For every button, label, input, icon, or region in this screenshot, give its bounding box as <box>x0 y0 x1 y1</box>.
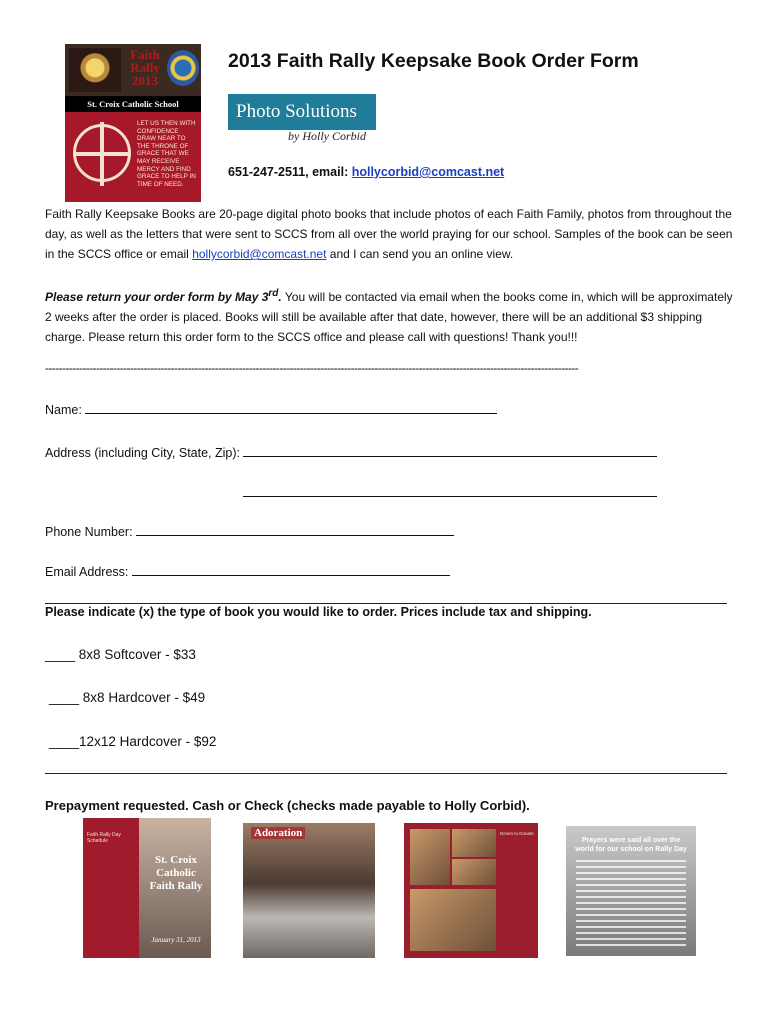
page-title: 2013 Faith Rally Keepsake Book Order Form <box>228 50 639 72</box>
name-blank[interactable] <box>85 403 497 414</box>
section-divider-bottom <box>45 773 727 774</box>
email-address-label: Email Address: <box>45 565 129 579</box>
option-label: 8x8 Softcover - $33 <box>75 647 196 662</box>
option-hardcover-12x12[interactable] <box>49 734 216 749</box>
spread-title: Denim to Donate <box>500 831 534 836</box>
prepayment-note: Prepayment requested. Cash or Check (checks made payable to Holly Corbid). <box>45 798 530 813</box>
school-crest-icon <box>167 50 199 86</box>
section-divider-top <box>45 603 727 604</box>
option-label: 8x8 Hardcover - $49 <box>79 690 206 705</box>
sample-photo-spread <box>404 823 538 958</box>
return-deadline-suffix: rd <box>268 288 279 299</box>
return-deadline-period: . <box>278 290 282 304</box>
option-blank[interactable]: ____ <box>49 734 80 749</box>
intro-paragraph <box>45 204 735 264</box>
address-blank-2[interactable] <box>243 486 657 497</box>
monstrance-icon <box>69 48 121 92</box>
letters-list <box>576 860 686 948</box>
email-link[interactable]: hollycorbid@comcast.net <box>351 165 505 179</box>
phone-number-label: Phone Number: <box>45 525 133 539</box>
spread-photo <box>410 829 450 885</box>
option-blank[interactable]: ____ <box>45 647 76 662</box>
address-label: Address (including City, State, Zip): <box>45 446 240 460</box>
intro-text: Faith Rally Keepsake Books are 20-page digital photo books that include photos of each Faith Family, photos from throughout the day, as well as the letters that were sent to SCCS from all over the world praying for our school. Samples of the book can be seen in the SCCS office or email <box>45 207 733 261</box>
phone-label: 651-247-2511, email: <box>228 165 352 179</box>
faith-rally-logo-text: Faith Rally 2013 <box>130 47 160 88</box>
phone-field[interactable] <box>45 525 454 539</box>
logo-verse: LET US THEN WITH CONFIDENCE DRAW NEAR TO THE THRONE OF GRACE THAT WE MAY RECEIVE MERCY AND FIND GRACE TO HELP IN TIME OF NEED. <box>137 120 196 188</box>
sample-schedule-cover <box>83 818 211 958</box>
option-softcover-8x8[interactable] <box>45 647 196 662</box>
address-field[interactable] <box>45 446 657 460</box>
contact-line <box>228 165 504 179</box>
logo-top-panel <box>65 44 201 96</box>
option-hardcover-8x8[interactable] <box>49 690 205 705</box>
name-field[interactable] <box>45 403 497 417</box>
return-paragraph <box>45 284 735 347</box>
option-label: 12x12 Hardcover - $92 <box>79 734 217 749</box>
option-blank[interactable]: ____ <box>49 690 80 705</box>
sample-adoration-page <box>243 823 375 958</box>
address-field-line-2[interactable] <box>243 486 657 500</box>
cross-bar <box>75 152 129 156</box>
company-byline: by Holly Corbid <box>288 129 366 143</box>
logo-bottom-panel <box>65 112 201 202</box>
name-label: Name: <box>45 403 82 417</box>
spread-photo <box>452 829 496 857</box>
intro-text-end: and I can send you an online view. <box>326 247 514 261</box>
spread-photo <box>410 889 496 951</box>
email-field[interactable] <box>45 565 450 579</box>
faith-rally-logo <box>65 44 201 188</box>
letters-title: Prayers were said all over the world for our school on Rally Day <box>575 837 687 853</box>
adoration-title: Adoration <box>251 827 305 839</box>
cover-title: St. Croix Catholic Faith Rally <box>149 854 203 892</box>
schedule-title: Faith Rally Day Schedule <box>87 832 121 844</box>
address-blank-1[interactable] <box>243 446 657 457</box>
return-text: You will be contacted via email when the books come in, which will be approximately 2 weeks after the order is placed. Books will still be available after that date, however, there will be an additional $3 shipping charge. Please return this order form to the SCCS office and please call with questions! Thank you!!! <box>45 290 733 344</box>
intro-email-link[interactable]: hollycorbid@comcast.net <box>192 247 327 261</box>
photo-solutions-logo: Photo Solutions <box>228 94 376 130</box>
phone-blank[interactable] <box>136 525 454 536</box>
cover-date: January 31, 2013 <box>151 936 201 944</box>
cut-line: ------------------------------------------------------------------------------------------------------------------------------------------------------------- <box>45 361 579 375</box>
order-instruction: Please indicate (x) the type of book you would like to order. Prices include tax and shipping. <box>45 605 592 619</box>
return-deadline: Please return your order form by May 3 <box>45 290 269 304</box>
sample-letters-page <box>566 826 696 956</box>
email-blank[interactable] <box>132 565 450 576</box>
spread-photo <box>452 859 496 885</box>
school-name: St. Croix Catholic School <box>65 96 201 112</box>
